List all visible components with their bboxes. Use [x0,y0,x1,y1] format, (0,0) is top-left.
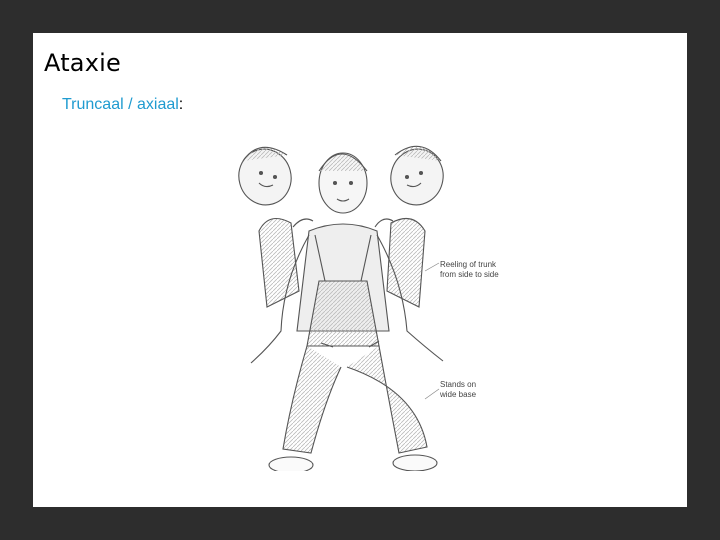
annotation-wide-base: Stands on wide base [440,380,477,399]
annotation-reeling: Reeling of trunk from side to side [440,260,499,279]
slide-subtitle [62,96,183,114]
subtitle-text: Truncaal / axiaal [62,96,179,113]
child-ataxia-illustration [229,131,529,471]
slide [33,33,687,507]
arrow-left-icon [293,219,313,227]
right-head-figure [385,143,450,307]
slide-title: Ataxie [44,49,121,77]
subtitle-colon: : [178,96,184,113]
